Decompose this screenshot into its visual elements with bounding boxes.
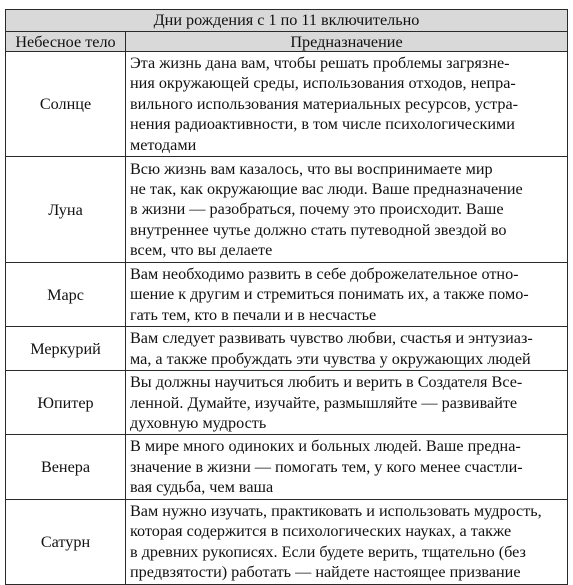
table-title: Дни рождения с 1 по 11 включительно xyxy=(6,10,568,32)
purpose-line: шение к другим и стремиться понимать их, а также помо- xyxy=(130,285,529,304)
purpose-cell xyxy=(126,157,568,263)
purpose-cell xyxy=(126,327,568,371)
celestial-body-cell: Марс xyxy=(6,263,126,327)
purpose-cell xyxy=(126,52,568,157)
purpose-line: В мире много одиноких и больных людей. Ваше предна- xyxy=(130,437,521,456)
purpose-line: Вам следует развивать чувство любви, счастья и энтузиаз- xyxy=(130,329,533,348)
purpose-line: Эта жизнь дана вам, чтобы решать проблемы загрязне- xyxy=(130,54,510,72)
celestial-body-cell: Меркурий xyxy=(6,327,126,371)
celestial-body-cell: Луна xyxy=(6,157,126,263)
purpose-line: Вы должны научиться любить и верить в Создателя Все- xyxy=(130,373,523,392)
purpose-line: которая содержится в психологических науках, а также xyxy=(130,522,512,541)
purpose-line: Вам нужно изучать, практиковать и использовать мудрость, xyxy=(130,501,542,520)
column-header-celestial-body: Небесное тело xyxy=(6,32,126,52)
purpose-line: вильного использования материальных ресурсов, устра- xyxy=(130,94,519,113)
table-row xyxy=(6,371,568,435)
purpose-line: ленной. Думайте, изучайте, размышляйте — развивайте xyxy=(130,393,518,412)
celestial-body-cell: Солнце xyxy=(6,52,126,157)
table-row xyxy=(6,157,568,263)
purpose-line: предвзятости) работать — найдете настоящее призвание xyxy=(130,563,521,582)
celestial-body-cell: Юпитер xyxy=(6,371,126,435)
column-header-purpose: Предназначение xyxy=(126,32,568,52)
purpose-line: в жизни — разобраться, почему это происходит. Ваше xyxy=(130,200,504,219)
table-row xyxy=(6,327,568,371)
table-row xyxy=(6,263,568,327)
purpose-line: ма, а также пробуждать эти чувства у окружающих людей xyxy=(130,349,531,368)
purpose-line: нения радиоактивности, в том числе психологическими xyxy=(130,115,515,134)
celestial-body-cell: Венера xyxy=(6,435,126,499)
purpose-line: методами xyxy=(130,135,197,154)
purpose-line: не так, как окружающие вас люди. Ваше предназначение xyxy=(130,179,523,198)
purpose-line: всем, что вы делаете xyxy=(130,241,273,260)
table-row xyxy=(6,52,568,157)
purpose-cell xyxy=(126,499,568,584)
purpose-line: Всю жизнь вам казалось, что вы воспринимаете мир xyxy=(130,159,493,178)
purpose-line: вая судьба, чем ваша xyxy=(130,478,274,497)
purpose-line: значение в жизни — помогать тем, у кого менее счастли- xyxy=(130,457,523,476)
table-row xyxy=(6,435,568,499)
purpose-line: гать тем, кто в печали и в несчастье xyxy=(130,305,377,324)
birthday-table xyxy=(5,9,568,585)
purpose-line: внутреннее чутье должно стать путеводной звездой во xyxy=(130,220,507,239)
purpose-line: ния окружающей среды, использования отходов, непра- xyxy=(130,74,516,93)
purpose-line: Вам необходимо развить в себе доброжелательное отно- xyxy=(130,265,519,284)
purpose-cell xyxy=(126,263,568,327)
purpose-cell xyxy=(126,371,568,435)
celestial-body-cell: Сатурн xyxy=(6,499,126,584)
purpose-line: духовную мудрость xyxy=(130,414,267,433)
table-title-row xyxy=(6,10,568,32)
purpose-line: в древних рукописях. Если будете верить, тщательно (без xyxy=(130,542,526,561)
table-row xyxy=(6,499,568,584)
purpose-cell xyxy=(126,435,568,499)
table-header-row xyxy=(6,32,568,52)
